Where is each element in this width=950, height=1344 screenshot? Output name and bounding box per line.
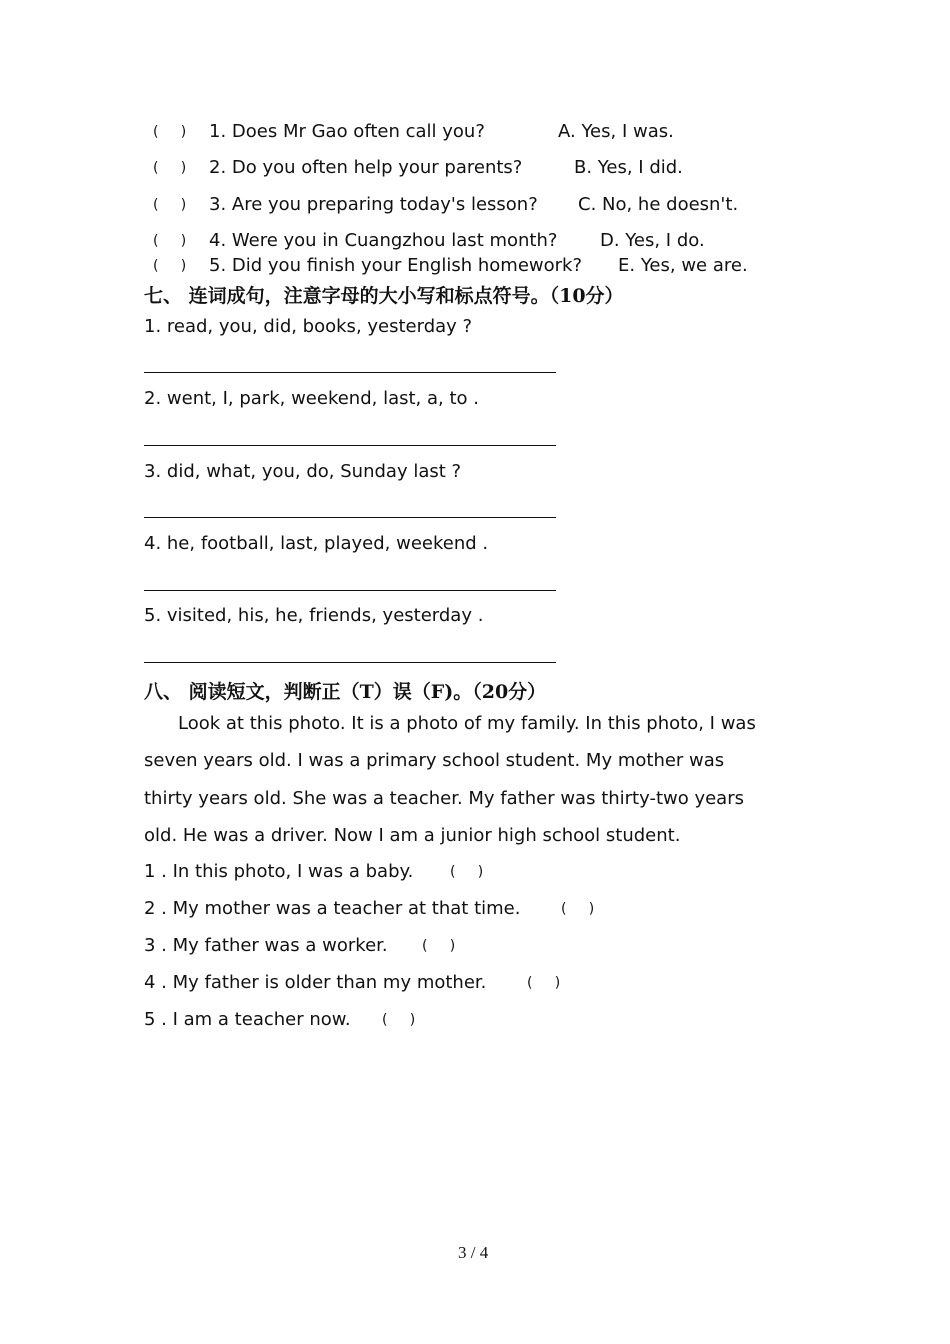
answer-blank[interactable]: ( ) [153,160,187,176]
true-false-question: 5 . I am a teacher now. [144,1009,351,1030]
answer-line[interactable] [144,662,556,663]
answer-blank[interactable]: ( ) [450,864,484,880]
answer-blank[interactable]: ( ) [382,1012,416,1028]
section-eight-heading: 八、 阅读短文，判断正（T）误（F)。（20分） [144,681,547,703]
answer-line[interactable] [144,590,556,591]
answer-blank[interactable]: ( ) [153,197,187,213]
scrambled-words: 5. visited, his, he, friends, yesterday . [144,605,484,626]
matching-question: 3. Are you preparing today's lesson? [209,194,538,215]
passage-line: seven years old. I was a primary school student. My mother was [144,750,725,771]
true-false-question: 3 . My father was a worker. [144,935,388,956]
answer-blank[interactable]: ( ) [153,258,187,274]
answer-blank[interactable]: ( ) [153,124,187,140]
passage-line: old. He was a driver. Now I am a junior high school student. [144,825,681,846]
matching-question: 4. Were you in Cuangzhou last month? [209,230,558,251]
true-false-question: 1 . In this photo, I was a baby. [144,861,414,882]
passage-line: thirty years old. She was a teacher. My father was thirty-two years [144,788,744,809]
answer-blank[interactable]: ( ) [153,233,187,249]
scrambled-words: 4. he, football, last, played, weekend . [144,533,489,554]
answer-line[interactable] [144,372,556,373]
matching-question: 1. Does Mr Gao often call you? [209,121,485,142]
matching-option: A. Yes, I was. [558,121,674,142]
passage-line: Look at this photo. It is a photo of my family. In this photo, I was [178,713,756,734]
matching-option: C. No, he doesn't. [578,194,739,215]
answer-blank[interactable]: ( ) [561,901,595,917]
matching-question: 2. Do you often help your parents? [209,157,523,178]
page-number: 3 / 4 [458,1243,489,1262]
matching-option: E. Yes, we are. [618,255,748,276]
answer-blank[interactable]: ( ) [422,938,456,954]
answer-line[interactable] [144,517,556,518]
section-seven-heading: 七、 连词成句，注意字母的大小写和标点符号。（10分） [144,285,624,307]
matching-option: B. Yes, I did. [574,157,683,178]
true-false-question: 4 . My father is older than my mother. [144,972,487,993]
matching-option: D. Yes, I do. [600,230,705,251]
true-false-question: 2 . My mother was a teacher at that time. [144,898,521,919]
answer-blank[interactable]: ( ) [527,975,561,991]
matching-question: 5. Did you finish your English homework? [209,255,583,276]
scrambled-words: 2. went, I, park, weekend, last, a, to . [144,388,479,409]
scrambled-words: 3. did, what, you, do, Sunday last ? [144,461,462,482]
scrambled-words: 1. read, you, did, books, yesterday ? [144,316,473,337]
answer-line[interactable] [144,445,556,446]
